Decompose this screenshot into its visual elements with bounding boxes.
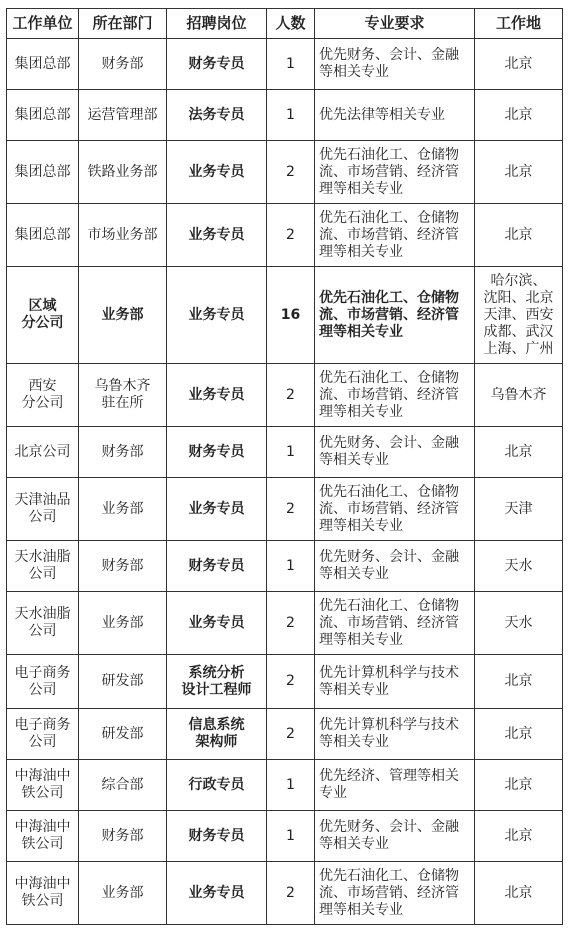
cell-unit: 天水油脂 公司 (7, 541, 79, 592)
header-count: 人数 (267, 9, 315, 39)
table-row (7, 427, 563, 478)
cell-dept: 乌鲁木齐 驻在所 (79, 364, 167, 427)
cell-dept: 财务部 (79, 541, 167, 592)
cell-location: 天水 (475, 541, 563, 592)
cell-requirement: 优先计算机科学与技术等相关专业 (315, 655, 475, 709)
cell-dept: 财务部 (79, 39, 167, 90)
table-row (7, 541, 563, 592)
cell-requirement: 优先石油化工、仓储物流、市场营销、经济管理等相关专业 (315, 267, 475, 364)
cell-unit: 中海油中 铁公司 (7, 811, 79, 862)
cell-dept: 铁路业务部 (79, 141, 167, 204)
cell-dept: 综合部 (79, 760, 167, 811)
cell-unit: 区域 分公司 (7, 267, 79, 364)
cell-count: 2 (267, 141, 315, 204)
table-row (7, 267, 563, 364)
cell-count: 1 (267, 90, 315, 141)
table-row (7, 141, 563, 204)
table-row (7, 655, 563, 709)
cell-dept: 研发部 (79, 709, 167, 760)
table-row (7, 364, 563, 427)
cell-location: 北京 (475, 811, 563, 862)
cell-dept: 运营管理部 (79, 90, 167, 141)
cell-count: 2 (267, 204, 315, 267)
cell-unit: 集团总部 (7, 90, 79, 141)
cell-count: 1 (267, 811, 315, 862)
cell-unit: 天津油品 公司 (7, 478, 79, 541)
cell-post: 业务专员 (167, 141, 267, 204)
table-row (7, 760, 563, 811)
cell-count: 1 (267, 427, 315, 478)
cell-location: 北京 (475, 709, 563, 760)
cell-count: 1 (267, 760, 315, 811)
cell-count: 1 (267, 39, 315, 90)
cell-post: 业务专员 (167, 478, 267, 541)
header-location: 工作地 (475, 9, 563, 39)
cell-location: 北京 (475, 655, 563, 709)
cell-unit: 北京公司 (7, 427, 79, 478)
cell-location: 北京 (475, 862, 563, 925)
cell-requirement: 优先石油化工、仓储物流、市场营销、经济管理等相关专业 (315, 141, 475, 204)
cell-requirement: 优先财务、会计、金融等相关专业 (315, 811, 475, 862)
cell-unit: 天水油脂 公司 (7, 592, 79, 655)
table-row (7, 709, 563, 760)
header-requirement: 专业要求 (315, 9, 475, 39)
cell-post: 行政专员 (167, 760, 267, 811)
table-row (7, 204, 563, 267)
cell-unit: 电子商务 公司 (7, 709, 79, 760)
cell-count: 2 (267, 655, 315, 709)
cell-unit: 集团总部 (7, 39, 79, 90)
table-row (7, 811, 563, 862)
cell-requirement: 优先石油化工、仓储物流、市场营销、经济管理等相关专业 (315, 592, 475, 655)
cell-requirement: 优先石油化工、仓储物流、市场营销、经济管理等相关专业 (315, 364, 475, 427)
cell-unit: 中海油中 铁公司 (7, 760, 79, 811)
cell-post: 业务专员 (167, 862, 267, 925)
cell-requirement: 优先财务、会计、金融等相关专业 (315, 541, 475, 592)
cell-unit: 集团总部 (7, 141, 79, 204)
cell-location: 北京 (475, 141, 563, 204)
table-row (7, 862, 563, 925)
cell-post: 业务专员 (167, 267, 267, 364)
cell-post: 信息系统 架构师 (167, 709, 267, 760)
cell-location: 北京 (475, 204, 563, 267)
cell-requirement: 优先财务、会计、金融等相关专业 (315, 39, 475, 90)
cell-post: 法务专员 (167, 90, 267, 141)
cell-count: 2 (267, 862, 315, 925)
cell-dept: 业务部 (79, 592, 167, 655)
recruitment-table (6, 8, 563, 925)
cell-dept: 研发部 (79, 655, 167, 709)
cell-location: 北京 (475, 90, 563, 141)
cell-unit: 西安 分公司 (7, 364, 79, 427)
cell-count: 16 (267, 267, 315, 364)
cell-post: 财务专员 (167, 541, 267, 592)
cell-location: 北京 (475, 760, 563, 811)
cell-requirement: 优先石油化工、仓储物流、市场营销、经济管理等相关专业 (315, 862, 475, 925)
cell-unit: 集团总部 (7, 204, 79, 267)
cell-post: 业务专员 (167, 592, 267, 655)
table-row (7, 39, 563, 90)
table-row (7, 478, 563, 541)
header-post: 招聘岗位 (167, 9, 267, 39)
cell-count: 2 (267, 364, 315, 427)
cell-post: 财务专员 (167, 811, 267, 862)
table-header-row (7, 9, 563, 39)
cell-location: 天津 (475, 478, 563, 541)
cell-location: 天水 (475, 592, 563, 655)
cell-requirement: 优先石油化工、仓储物流、市场营销、经济管理等相关专业 (315, 478, 475, 541)
cell-requirement: 优先经济、管理等相关专业 (315, 760, 475, 811)
cell-post: 系统分析 设计工程师 (167, 655, 267, 709)
cell-count: 2 (267, 709, 315, 760)
header-dept: 所在部门 (79, 9, 167, 39)
cell-location: 北京 (475, 427, 563, 478)
cell-unit: 中海油中 铁公司 (7, 862, 79, 925)
cell-post: 财务专员 (167, 427, 267, 478)
cell-requirement: 优先石油化工、仓储物流、市场营销、经济管理等相关专业 (315, 204, 475, 267)
table-row (7, 90, 563, 141)
cell-dept: 业务部 (79, 478, 167, 541)
cell-post: 财务专员 (167, 39, 267, 90)
cell-dept: 业务部 (79, 862, 167, 925)
cell-unit: 电子商务 公司 (7, 655, 79, 709)
cell-count: 1 (267, 541, 315, 592)
cell-dept: 业务部 (79, 267, 167, 364)
cell-dept: 财务部 (79, 427, 167, 478)
cell-dept: 市场业务部 (79, 204, 167, 267)
cell-post: 业务专员 (167, 204, 267, 267)
cell-requirement: 优先法律等相关专业 (315, 90, 475, 141)
table-row (7, 592, 563, 655)
cell-count: 2 (267, 478, 315, 541)
cell-location: 哈尔滨、 沈阳、北京 天津、西安 成都、武汉 上海、广州 (475, 267, 563, 364)
cell-dept: 财务部 (79, 811, 167, 862)
cell-post: 业务专员 (167, 364, 267, 427)
cell-location: 北京 (475, 39, 563, 90)
cell-requirement: 优先计算机科学与技术等相关专业 (315, 709, 475, 760)
header-unit: 工作单位 (7, 9, 79, 39)
cell-location: 乌鲁木齐 (475, 364, 563, 427)
cell-requirement: 优先财务、会计、金融等相关专业 (315, 427, 475, 478)
cell-count: 2 (267, 592, 315, 655)
